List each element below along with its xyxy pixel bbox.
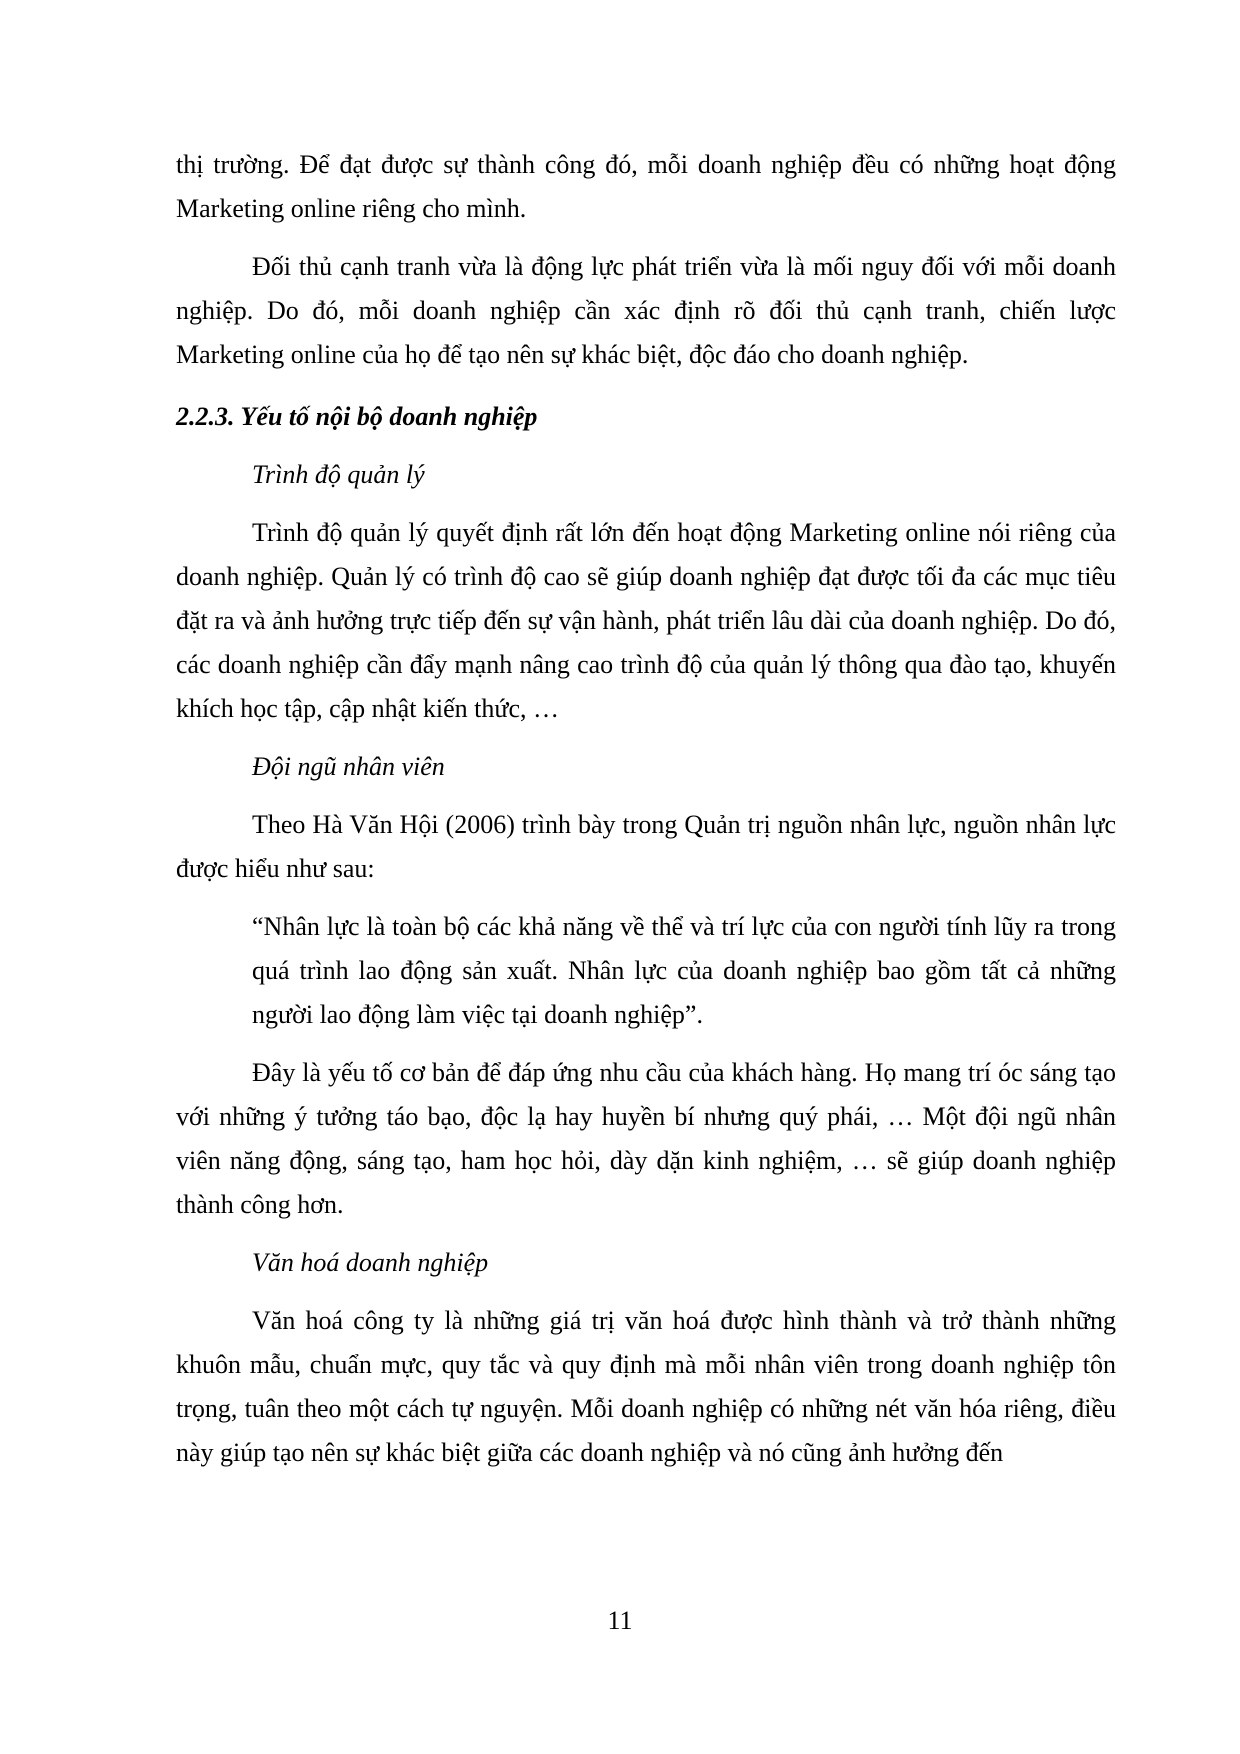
paragraph-management: Trình độ quản lý quyết định rất lớn đến hoạt động Marketing online nói riêng của doanh nghiệp. Quản lý có trình độ cao sẽ giúp doanh nghiệp đạt được tối đa các mục tiêu đặt ra và ảnh hưởng trực tiếp đến sự vận hành, phát triển lâu dài của doanh nghiệp. Do đó, các doanh nghiệp cần đẩy mạnh nâng cao trình độ của quản lý thông qua đào tạo, khuyến khích học tập, cập nhật kiến thức, … xyxy=(176,518,1116,723)
paragraph-continuation: thị trường. Để đạt được sự thành công đó, mỗi doanh nghiệp đều có những hoạt động Marketing online riêng cho mình. xyxy=(176,150,1116,223)
section-heading: 2.2.3. Yếu tố nội bộ doanh nghiệp xyxy=(176,402,538,431)
subheading-management: Trình độ quản lý xyxy=(252,460,425,489)
subheading-culture: Văn hoá doanh nghiệp xyxy=(252,1248,489,1277)
paragraph-staff-intro: Theo Hà Văn Hội (2006) trình bày trong Quản trị nguồn nhân lực, nguồn nhân lực được hiểu như sau: xyxy=(176,810,1116,883)
page-number: 11 xyxy=(607,1606,633,1635)
paragraph-staff: Đây là yếu tố cơ bản để đáp ứng nhu cầu của khách hàng. Họ mang trí óc sáng tạo với những ý tưởng táo bạo, độc lạ hay huyền bí nhưng quý phái, … Một đội ngũ nhân viên năng động, sáng tạo, ham học hỏi, dày dặn kinh nghiệm, … sẽ giúp doanh nghiệp thành công hơn. xyxy=(176,1058,1116,1219)
paragraph-competitors: Đối thủ cạnh tranh vừa là động lực phát triển vừa là mối nguy đối với mỗi doanh nghiệp. Do đó, mỗi doanh nghiệp cần xác định rõ đối thủ cạnh tranh, chiến lược Marketing online của họ để tạo nên sự khác biệt, độc đáo cho doanh nghiệp. xyxy=(176,252,1116,369)
block-quote: “Nhân lực là toàn bộ các khả năng về thể và trí lực của con người tính lũy ra trong quá trình lao động sản xuất. Nhân lực của doanh nghiệp bao gồm tất cả những người lao động làm việc tại doanh nghiệp”. xyxy=(252,912,1116,1029)
document-page xyxy=(176,143,1116,1623)
subheading-staff: Đội ngũ nhân viên xyxy=(252,752,445,781)
paragraph-culture: Văn hoá công ty là những giá trị văn hoá được hình thành và trở thành những khuôn mẫu, chuẩn mực, quy tắc và quy định mà mỗi nhân viên trong doanh nghiệp tôn trọng, tuân theo một cách tự nguyện. Mỗi doanh nghiệp có những nét văn hóa riêng, điều này giúp tạo nên sự khác biệt giữa các doanh nghiệp và nó cũng ảnh hưởng đến xyxy=(176,1306,1116,1467)
